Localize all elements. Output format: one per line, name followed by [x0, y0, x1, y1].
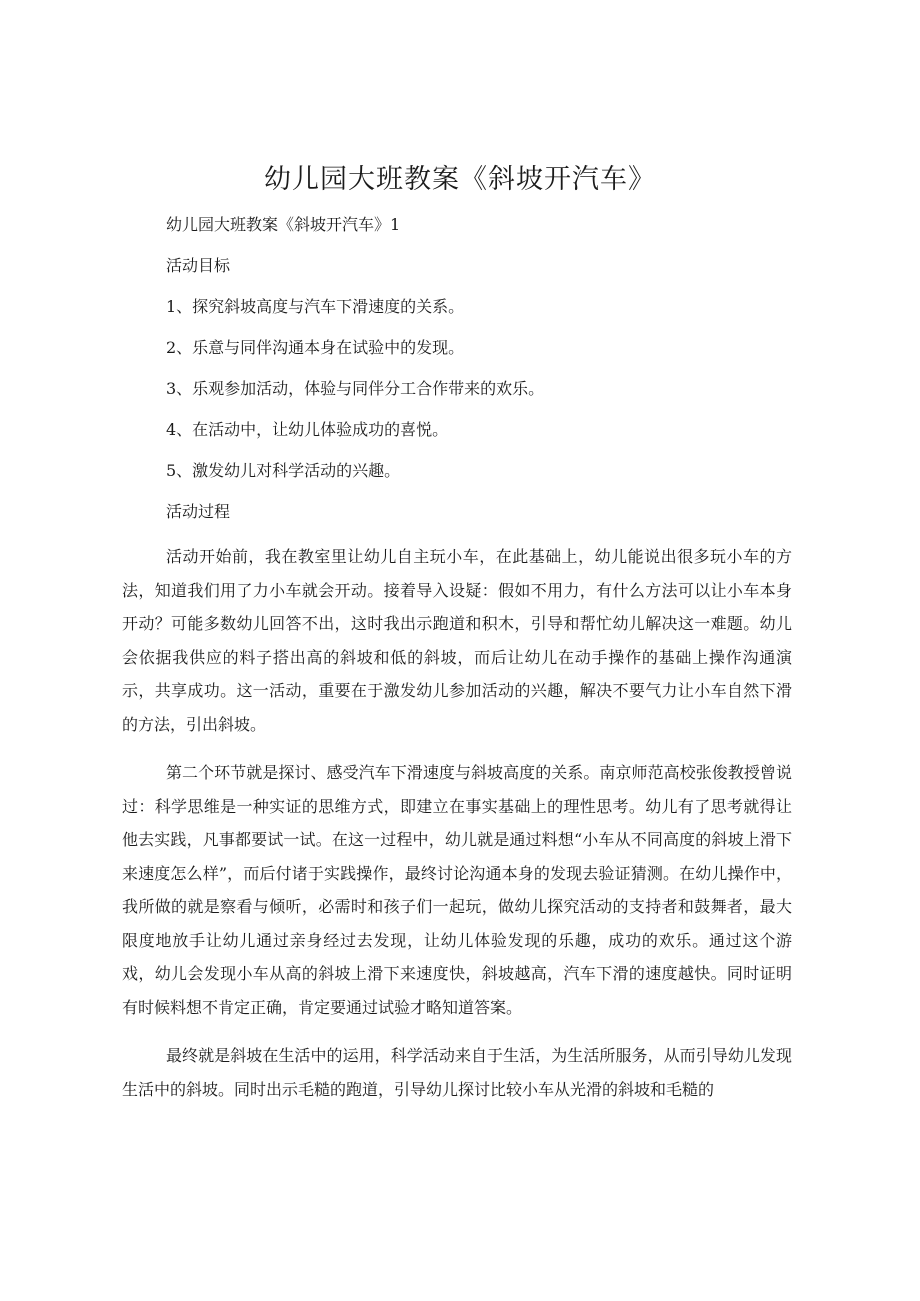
process-heading: 活动过程: [166, 502, 231, 521]
body-paragraph: 第二个环节就是探讨、感受汽车下滑速度与斜坡高度的关系。南京师范高校张俊教授曾说过：科学思维是一种实证的思维方式，即建立在事实基础上的理性思考。幼儿有了思考就得让他去实践，凡事都要试一试。在这一过程中，幼儿就是通过料想“小车从不同高度的斜坡上滑下来速度怎么样”，而后付诸于实践操作，最终讨论沟通本身的发现去验证猜测。在幼儿操作中，我所做的就是察看与倾听，必需时和孩子们一起玩，做幼儿探究活动的支持者和鼓舞者，最大限度地放手让幼儿通过亲身经过去发现，让幼儿体验发现的乐趣，成功的欢乐。通过这个游戏，幼儿会发现小车从高的斜坡上滑下来速度快，斜坡越高，汽车下滑的速度越快。同时证明有时候料想不肯定正确，肯定要通过试验才略知道答案。: [122, 763, 792, 1017]
goal-item: 4、在活动中，让幼儿体验成功的喜悦。: [166, 420, 449, 439]
goal-item: 2、乐意与同伴沟通本身在试验中的发现。: [166, 338, 465, 357]
document-body: [122, 212, 792, 1121]
goal-item: 3、乐观参加活动，体验与同伴分工合作带来的欢乐。: [166, 379, 545, 398]
body-paragraph: 最终就是斜坡在生活中的运用，科学活动来自于生活，为生活所服务，从而引导幼儿发现生活中的斜坡。同时出示毛糙的跑道，引导幼儿探讨比较小车从光滑的斜坡和毛糙的: [122, 1046, 792, 1099]
goal-item: 5、激发幼儿对科学活动的兴趣。: [166, 461, 401, 480]
goal-item: 1、探究斜坡高度与汽车下滑速度的关系。: [166, 297, 465, 316]
document-title: 幼儿园大班教案《斜坡开汽车》: [264, 164, 656, 195]
document-subtitle: 幼儿园大班教案《斜坡开汽车》1: [166, 215, 401, 234]
body-paragraph: 活动开始前，我在教室里让幼儿自主玩小车，在此基础上，幼儿能说出很多玩小车的方法，知道我们用了力小车就会开动。接着导入设疑：假如不用力，有什么方法可以让小车本身开动？可能多数幼儿回答不出，这时我出示跑道和积木，引导和帮忙幼儿解决这一难题。幼儿会依据我供应的料子搭出高的斜坡和低的斜坡，而后让幼儿在动手操作的基础上操作沟通演示，共享成功。这一活动，重要在于激发幼儿参加活动的兴趣，解决不要气力让小车自然下滑的方法，引出斜坡。: [122, 547, 792, 734]
goals-heading: 活动目标: [166, 256, 231, 275]
